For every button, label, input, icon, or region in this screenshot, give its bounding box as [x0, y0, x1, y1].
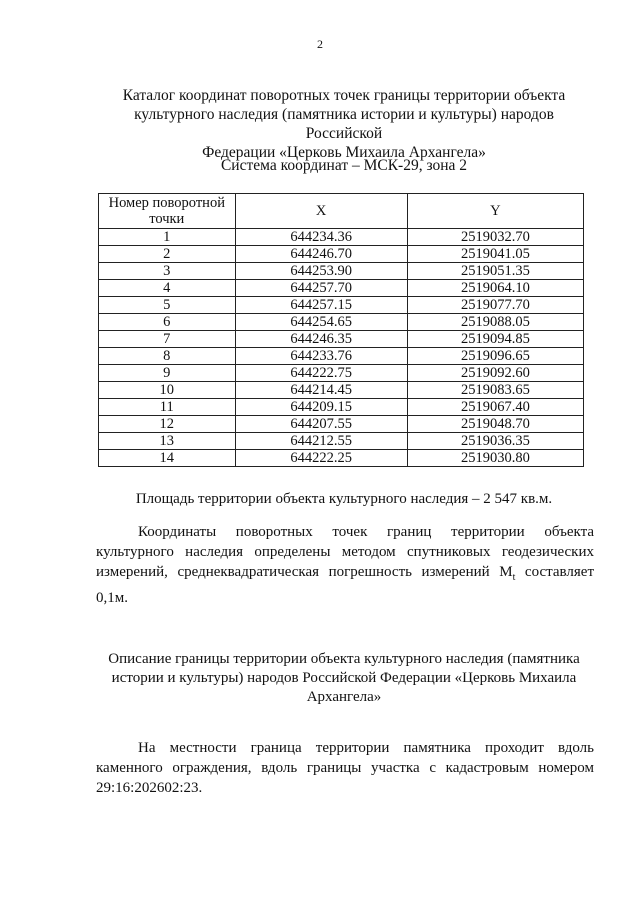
- header-point-number-line-2: точки: [149, 211, 185, 227]
- cell-point-number: 11: [99, 399, 236, 416]
- description-title-line-1: Описание границы территории объекта культурного наследия (памятника: [108, 651, 580, 667]
- catalog-title-line-1: Каталог координат поворотных точек границы территории объекта: [122, 87, 566, 104]
- description-title-line-2: истории и культуры) народов Российской Федерации «Церковь Михаила: [111, 670, 577, 686]
- table-row: [99, 314, 584, 331]
- cell-x: 644214.45: [235, 382, 407, 399]
- cell-x: 644222.75: [235, 365, 407, 382]
- catalog-title: [96, 86, 592, 162]
- description-title-line-3: Архангела»: [306, 689, 382, 705]
- cell-x: 644207.55: [235, 416, 407, 433]
- cell-x: 644253.90: [235, 263, 407, 280]
- table-row: [99, 263, 584, 280]
- cell-point-number: 13: [99, 433, 236, 450]
- header-point-number: [99, 194, 236, 229]
- cell-x: 644246.70: [235, 246, 407, 263]
- cell-y: 2519064.10: [407, 280, 583, 297]
- coordinate-system-caption: Система координат – МСК-29, зона 2: [220, 157, 468, 174]
- cell-point-number: 14: [99, 450, 236, 467]
- cell-point-number: 6: [99, 314, 236, 331]
- cell-y: 2519067.40: [407, 399, 583, 416]
- cell-point-number: 1: [99, 229, 236, 246]
- header-y: Y: [407, 194, 583, 229]
- table-row: [99, 433, 584, 450]
- cell-y: 2519088.05: [407, 314, 583, 331]
- cell-point-number: 2: [99, 246, 236, 263]
- cell-y: 2519048.70: [407, 416, 583, 433]
- accuracy-paragraph: [96, 522, 594, 608]
- cell-x: 644246.35: [235, 331, 407, 348]
- table-body: [99, 229, 584, 467]
- cell-point-number: 3: [99, 263, 236, 280]
- accuracy-text: Координаты поворотных точек границ территории объекта культурного наследия определены методом спутниковых геодезических измерений, среднеквадратическая погрешность измерений M: [96, 524, 594, 580]
- table-row: [99, 229, 584, 246]
- table-row: [99, 348, 584, 365]
- cell-y: 2519051.35: [407, 263, 583, 280]
- table-row: [99, 382, 584, 399]
- cell-y: 2519077.70: [407, 297, 583, 314]
- cell-point-number: 4: [99, 280, 236, 297]
- cell-x: 644234.36: [235, 229, 407, 246]
- table-row: [99, 297, 584, 314]
- cell-point-number: 10: [99, 382, 236, 399]
- cell-x: 644233.76: [235, 348, 407, 365]
- cell-y: 2519092.60: [407, 365, 583, 382]
- cell-y: 2519096.65: [407, 348, 583, 365]
- accuracy-subscript: t: [512, 572, 516, 583]
- table-header-row: [99, 194, 584, 229]
- header-x: X: [235, 194, 407, 229]
- cell-x: 644209.15: [235, 399, 407, 416]
- cell-point-number: 12: [99, 416, 236, 433]
- page-number: 2: [317, 37, 323, 51]
- header-point-number-line-1: Номер поворотной: [108, 195, 225, 211]
- table-row: [99, 416, 584, 433]
- cell-point-number: 9: [99, 365, 236, 382]
- cell-y: 2519041.05: [407, 246, 583, 263]
- table-row: [99, 399, 584, 416]
- boundary-paragraph: На местности граница территории памятника проходит вдоль каменного ограждения, вдоль границы участка с кадастровым номером 29:16:202602:23.: [96, 740, 594, 796]
- description-title: [96, 650, 592, 707]
- table-row: [99, 450, 584, 467]
- cell-point-number: 5: [99, 297, 236, 314]
- cell-y: 2519083.65: [407, 382, 583, 399]
- catalog-title-line-3: Федерации «Церковь Михаила Архангела»: [202, 144, 486, 161]
- cell-y: 2519036.35: [407, 433, 583, 450]
- catalog-title-line-2: культурного наследия (памятника истории и культуры) народов Российской: [134, 106, 554, 142]
- accuracy-value: составляет 0,1м.: [96, 564, 594, 606]
- cell-x: 644254.65: [235, 314, 407, 331]
- cell-point-number: 7: [99, 331, 236, 348]
- cell-x: 644257.15: [235, 297, 407, 314]
- table-row: [99, 246, 584, 263]
- cell-x: 644257.70: [235, 280, 407, 297]
- table-row: [99, 331, 584, 348]
- table-row: [99, 280, 584, 297]
- cell-y: 2519094.85: [407, 331, 583, 348]
- cell-point-number: 8: [99, 348, 236, 365]
- cell-y: 2519032.70: [407, 229, 583, 246]
- table-row: [99, 365, 584, 382]
- cell-x: 644222.25: [235, 450, 407, 467]
- coordinates-table: [98, 193, 584, 467]
- cell-x: 644212.55: [235, 433, 407, 450]
- area-statement: Площадь территории объекта культурного наследия – 2 547 кв.м.: [135, 491, 553, 507]
- cell-y: 2519030.80: [407, 450, 583, 467]
